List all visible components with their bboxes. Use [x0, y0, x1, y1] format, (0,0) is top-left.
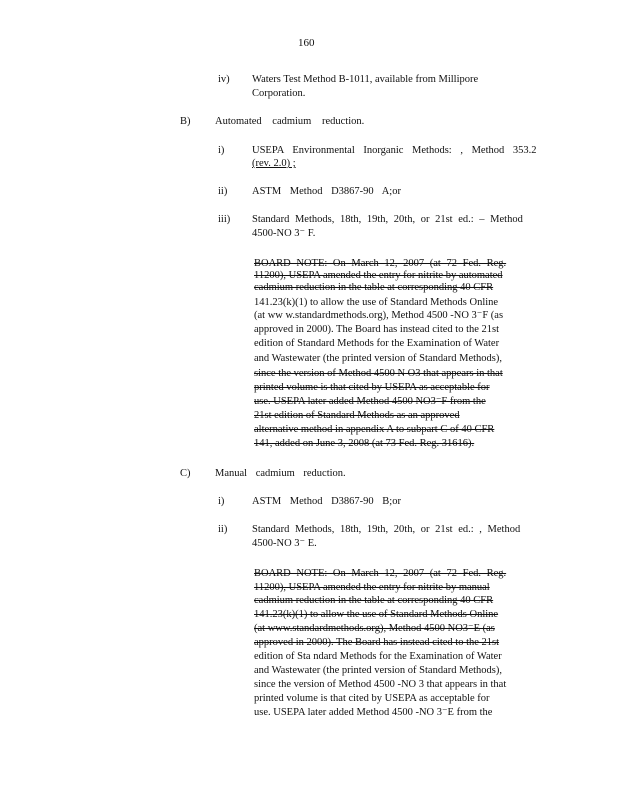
item-marker: ii) [218, 524, 228, 535]
board-note-line: 141.23(k)(1) to allow the use of Standard Methods Online [254, 297, 499, 308]
section-marker: C) [180, 468, 191, 479]
board-note-line: (at www.standardmethods.org), Method 4500 NO3⁻E (as [254, 623, 495, 634]
item-text-line: Standard Methods, 18th, 19th, 20th, or 21st ed.: – Method [252, 214, 523, 225]
board-note-line: 11200), USEPA amended the entry for nitrite by automated [254, 270, 503, 281]
board-note-line: since the version of Method 4500 N O3 that appears in that [254, 368, 503, 379]
item-marker: ii) [218, 186, 228, 197]
item-marker: iv) [218, 74, 230, 85]
board-note-line: 141, added on June 3, 2008 (at 73 Fed. Reg. 31616). [254, 438, 475, 449]
board-note-line: and Wastewater (the printed version of Standard Methods), [254, 665, 502, 676]
board-note-line: edition of Sta ndard Methods for the Examination of Water [254, 651, 502, 662]
board-note-line: edition of Standard Methods for the Examination of Water [254, 338, 500, 349]
item-text-line: Waters Test Method B-1011, available from Millipore [252, 74, 479, 85]
board-note-line: 11200), USEPA amended the entry for nitrite by manual [254, 582, 490, 593]
board-note-line: (at ww w.standardmethods.org), Method 4500 -NO 3⁻F (as [254, 310, 504, 321]
section-heading: Automated cadmium reduction. [215, 116, 365, 127]
item-text-line: USEPA Environmental Inorganic Methods: , Method 353.2 [252, 145, 537, 156]
board-note-line: approved in 2000). The Board has instead cited to the 21st [254, 637, 500, 648]
board-note-line: BOARD NOTE: On March 12, 2007 (at 72 Fed. Reg. [254, 258, 507, 269]
board-note-line: use. USEPA later added Method 4500 NO3⁻F from the [254, 396, 486, 407]
item-text-line: ASTM Method D3867-90 B;or [252, 496, 401, 507]
board-note-line: 21st edition of Standard Methods as an approved [254, 410, 460, 421]
board-note-line: and Wastewater (the printed version of Standard Methods), [254, 353, 502, 364]
board-note-line: BOARD NOTE: On March 12, 2007 (at 72 Fed. Reg. [254, 568, 507, 579]
board-note-line: printed volume is that cited by USEPA as acceptable for [254, 382, 490, 393]
board-note-line: cadmium reduction in the table at corresponding 40 CFR [254, 282, 494, 293]
item-marker: i) [218, 496, 225, 507]
item-text-line: 4500-NO 3⁻ E. [252, 538, 317, 549]
board-note-line: since the version of Method 4500 -NO 3 that appears in that [254, 679, 507, 690]
section-heading: Manual cadmium reduction. [215, 468, 346, 479]
item-text-line: 4500-NO 3⁻ F. [252, 228, 316, 239]
board-note-line: cadmium reduction in the table at corresponding 40 CFR [254, 595, 494, 606]
board-note-line: use. USEPA later added Method 4500 -NO 3⁻E from the [254, 707, 493, 718]
item-text-line: (rev. 2.0) ; [252, 158, 296, 169]
board-note-line: alternative method in appendix A to subpart C of 40 CFR [254, 424, 495, 435]
item-marker: i) [218, 145, 225, 156]
section-marker: B) [180, 116, 191, 127]
item-text-line: Standard Methods, 18th, 19th, 20th, or 21st ed.: , Method [252, 524, 521, 535]
board-note-line: approved in 2000). The Board has instead cited to the 21st [254, 324, 500, 335]
item-text-line: ASTM Method D3867-90 A;or [252, 186, 401, 197]
page-number: 160 [298, 37, 315, 49]
board-note-line: 141.23(k)(1) to allow the use of Standard Methods Online [254, 609, 499, 620]
board-note-line: printed volume is that cited by USEPA as acceptable for [254, 693, 490, 704]
item-text-line: Corporation. [252, 88, 306, 99]
item-marker: iii) [218, 214, 231, 225]
